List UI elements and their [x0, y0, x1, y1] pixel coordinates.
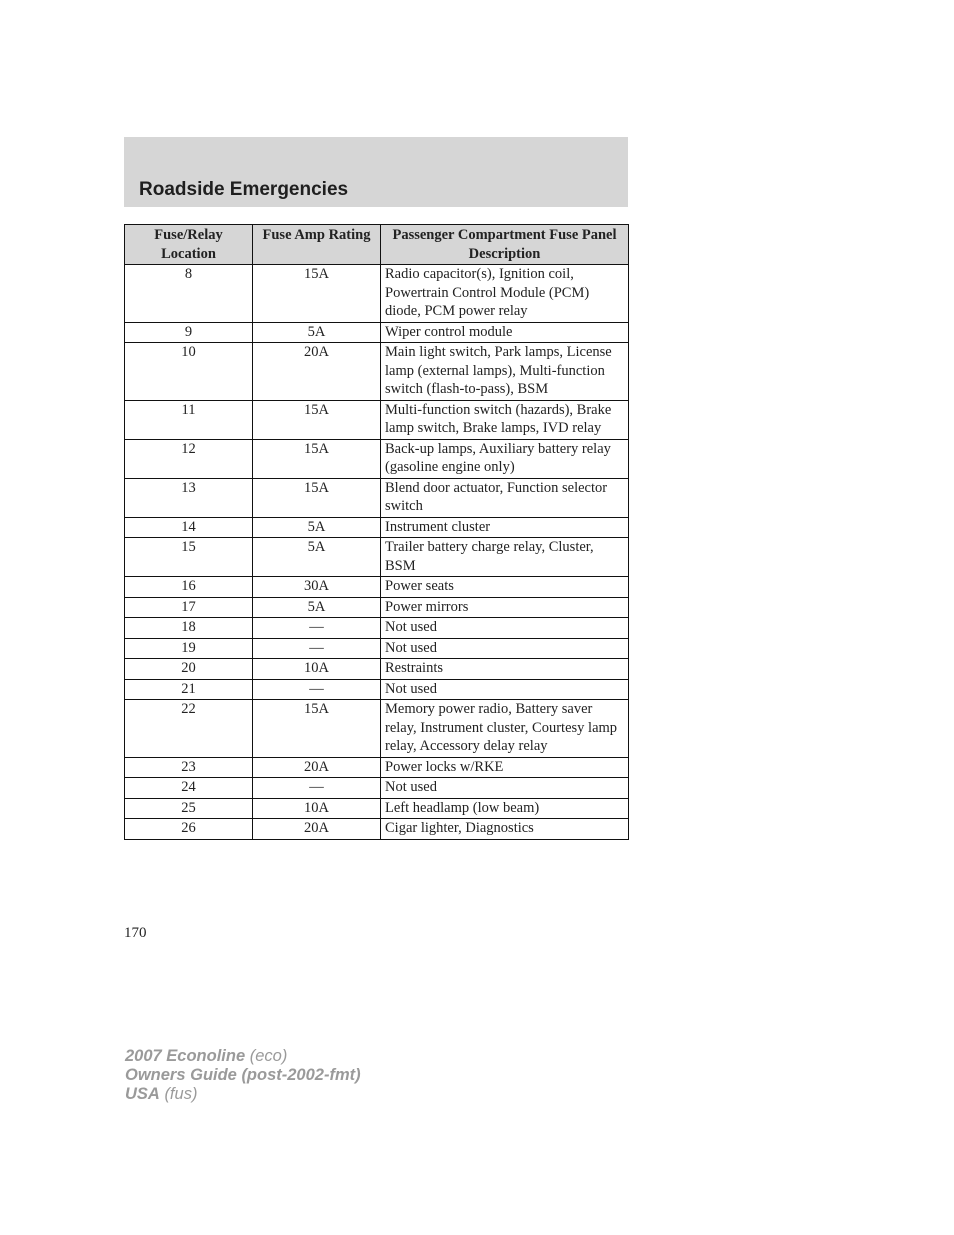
- fuse-location-cell: 25: [125, 798, 253, 819]
- table-row: [125, 265, 629, 323]
- table-row: [125, 322, 629, 343]
- fuse-description-cell: Memory power radio, Battery saver relay, Instrument cluster, Courtesy lamp relay, Accessory delay relay: [381, 700, 629, 758]
- header-description: Passenger Compartment Fuse Panel Description: [381, 225, 629, 265]
- table-row: [125, 778, 629, 799]
- fuse-description-cell: Restraints: [381, 659, 629, 680]
- header-amp-rating: Fuse Amp Rating: [253, 225, 381, 265]
- fuse-amp-cell: 10A: [253, 798, 381, 819]
- fuse-description-cell: Not used: [381, 638, 629, 659]
- table-row: [125, 819, 629, 840]
- fuse-amp-cell: 20A: [253, 819, 381, 840]
- fuse-location-cell: 13: [125, 478, 253, 517]
- fuse-description-cell: Instrument cluster: [381, 517, 629, 538]
- document-footer: [125, 1047, 361, 1104]
- fuse-location-cell: 17: [125, 597, 253, 618]
- fuse-amp-cell: 5A: [253, 538, 381, 577]
- fuse-table: [124, 224, 629, 840]
- table-row: [125, 757, 629, 778]
- fuse-location-cell: 12: [125, 439, 253, 478]
- fuse-location-cell: 23: [125, 757, 253, 778]
- fuse-location-cell: 14: [125, 517, 253, 538]
- section-title: Roadside Emergencies: [139, 179, 349, 200]
- fuse-amp-cell: —: [253, 778, 381, 799]
- table-row: [125, 343, 629, 401]
- table-header-row: [125, 225, 629, 265]
- fuse-description-cell: Back-up lamps, Auxiliary battery relay (gasoline engine only): [381, 439, 629, 478]
- fuse-description-cell: Not used: [381, 618, 629, 639]
- fuse-amp-cell: 5A: [253, 597, 381, 618]
- fuse-location-cell: 9: [125, 322, 253, 343]
- fuse-description-cell: Radio capacitor(s), Ignition coil, Powertrain Control Module (PCM) diode, PCM power relay: [381, 265, 629, 323]
- fuse-location-cell: 26: [125, 819, 253, 840]
- fuse-amp-cell: 5A: [253, 517, 381, 538]
- footer-line-1: 2007 Econoline (eco): [125, 1047, 288, 1065]
- table-row: [125, 659, 629, 680]
- fuse-description-cell: Not used: [381, 778, 629, 799]
- fuse-location-cell: 18: [125, 618, 253, 639]
- fuse-amp-cell: 15A: [253, 478, 381, 517]
- fuse-amp-cell: 10A: [253, 659, 381, 680]
- fuse-amp-cell: 30A: [253, 577, 381, 598]
- fuse-location-cell: 24: [125, 778, 253, 799]
- table-row: [125, 517, 629, 538]
- fuse-description-cell: Blend door actuator, Function selector switch: [381, 478, 629, 517]
- fuse-location-cell: 22: [125, 700, 253, 758]
- fuse-location-cell: 11: [125, 400, 253, 439]
- fuse-description-cell: Cigar lighter, Diagnostics: [381, 819, 629, 840]
- table-row: [125, 478, 629, 517]
- fuse-amp-cell: —: [253, 618, 381, 639]
- table-row: [125, 597, 629, 618]
- fuse-location-cell: 16: [125, 577, 253, 598]
- table-row: [125, 400, 629, 439]
- fuse-location-cell: 21: [125, 679, 253, 700]
- fuse-location-cell: 15: [125, 538, 253, 577]
- table-row: [125, 618, 629, 639]
- fuse-description-cell: Power seats: [381, 577, 629, 598]
- footer-line-2: Owners Guide (post-2002-fmt): [125, 1066, 361, 1084]
- table-row: [125, 638, 629, 659]
- fuse-amp-cell: 15A: [253, 439, 381, 478]
- fuse-description-cell: Main light switch, Park lamps, License lamp (external lamps), Multi-function switch (flash-to-pass), BSM: [381, 343, 629, 401]
- fuse-amp-cell: 20A: [253, 757, 381, 778]
- table-row: [125, 700, 629, 758]
- fuse-description-cell: Not used: [381, 679, 629, 700]
- fuse-amp-cell: 15A: [253, 265, 381, 323]
- section-header-band: [124, 137, 628, 207]
- fuse-amp-cell: 15A: [253, 400, 381, 439]
- fuse-description-cell: Left headlamp (low beam): [381, 798, 629, 819]
- table-row: [125, 679, 629, 700]
- fuse-description-cell: Power mirrors: [381, 597, 629, 618]
- fuse-amp-cell: —: [253, 679, 381, 700]
- footer-line-3: USA (fus): [125, 1085, 198, 1103]
- fuse-amp-cell: 5A: [253, 322, 381, 343]
- fuse-location-cell: 19: [125, 638, 253, 659]
- table-row: [125, 798, 629, 819]
- fuse-description-cell: Multi-function switch (hazards), Brake lamp switch, Brake lamps, IVD relay: [381, 400, 629, 439]
- page-number: 170: [124, 925, 147, 941]
- fuse-location-cell: 10: [125, 343, 253, 401]
- fuse-location-cell: 8: [125, 265, 253, 323]
- fuse-amp-cell: 15A: [253, 700, 381, 758]
- fuse-description-cell: Wiper control module: [381, 322, 629, 343]
- fuse-description-cell: Power locks w/RKE: [381, 757, 629, 778]
- fuse-location-cell: 20: [125, 659, 253, 680]
- fuse-amp-cell: 20A: [253, 343, 381, 401]
- fuse-description-cell: Trailer battery charge relay, Cluster, BSM: [381, 538, 629, 577]
- fuse-amp-cell: —: [253, 638, 381, 659]
- table-row: [125, 577, 629, 598]
- table-row: [125, 538, 629, 577]
- table-row: [125, 439, 629, 478]
- header-location: Fuse/Relay Location: [125, 225, 253, 265]
